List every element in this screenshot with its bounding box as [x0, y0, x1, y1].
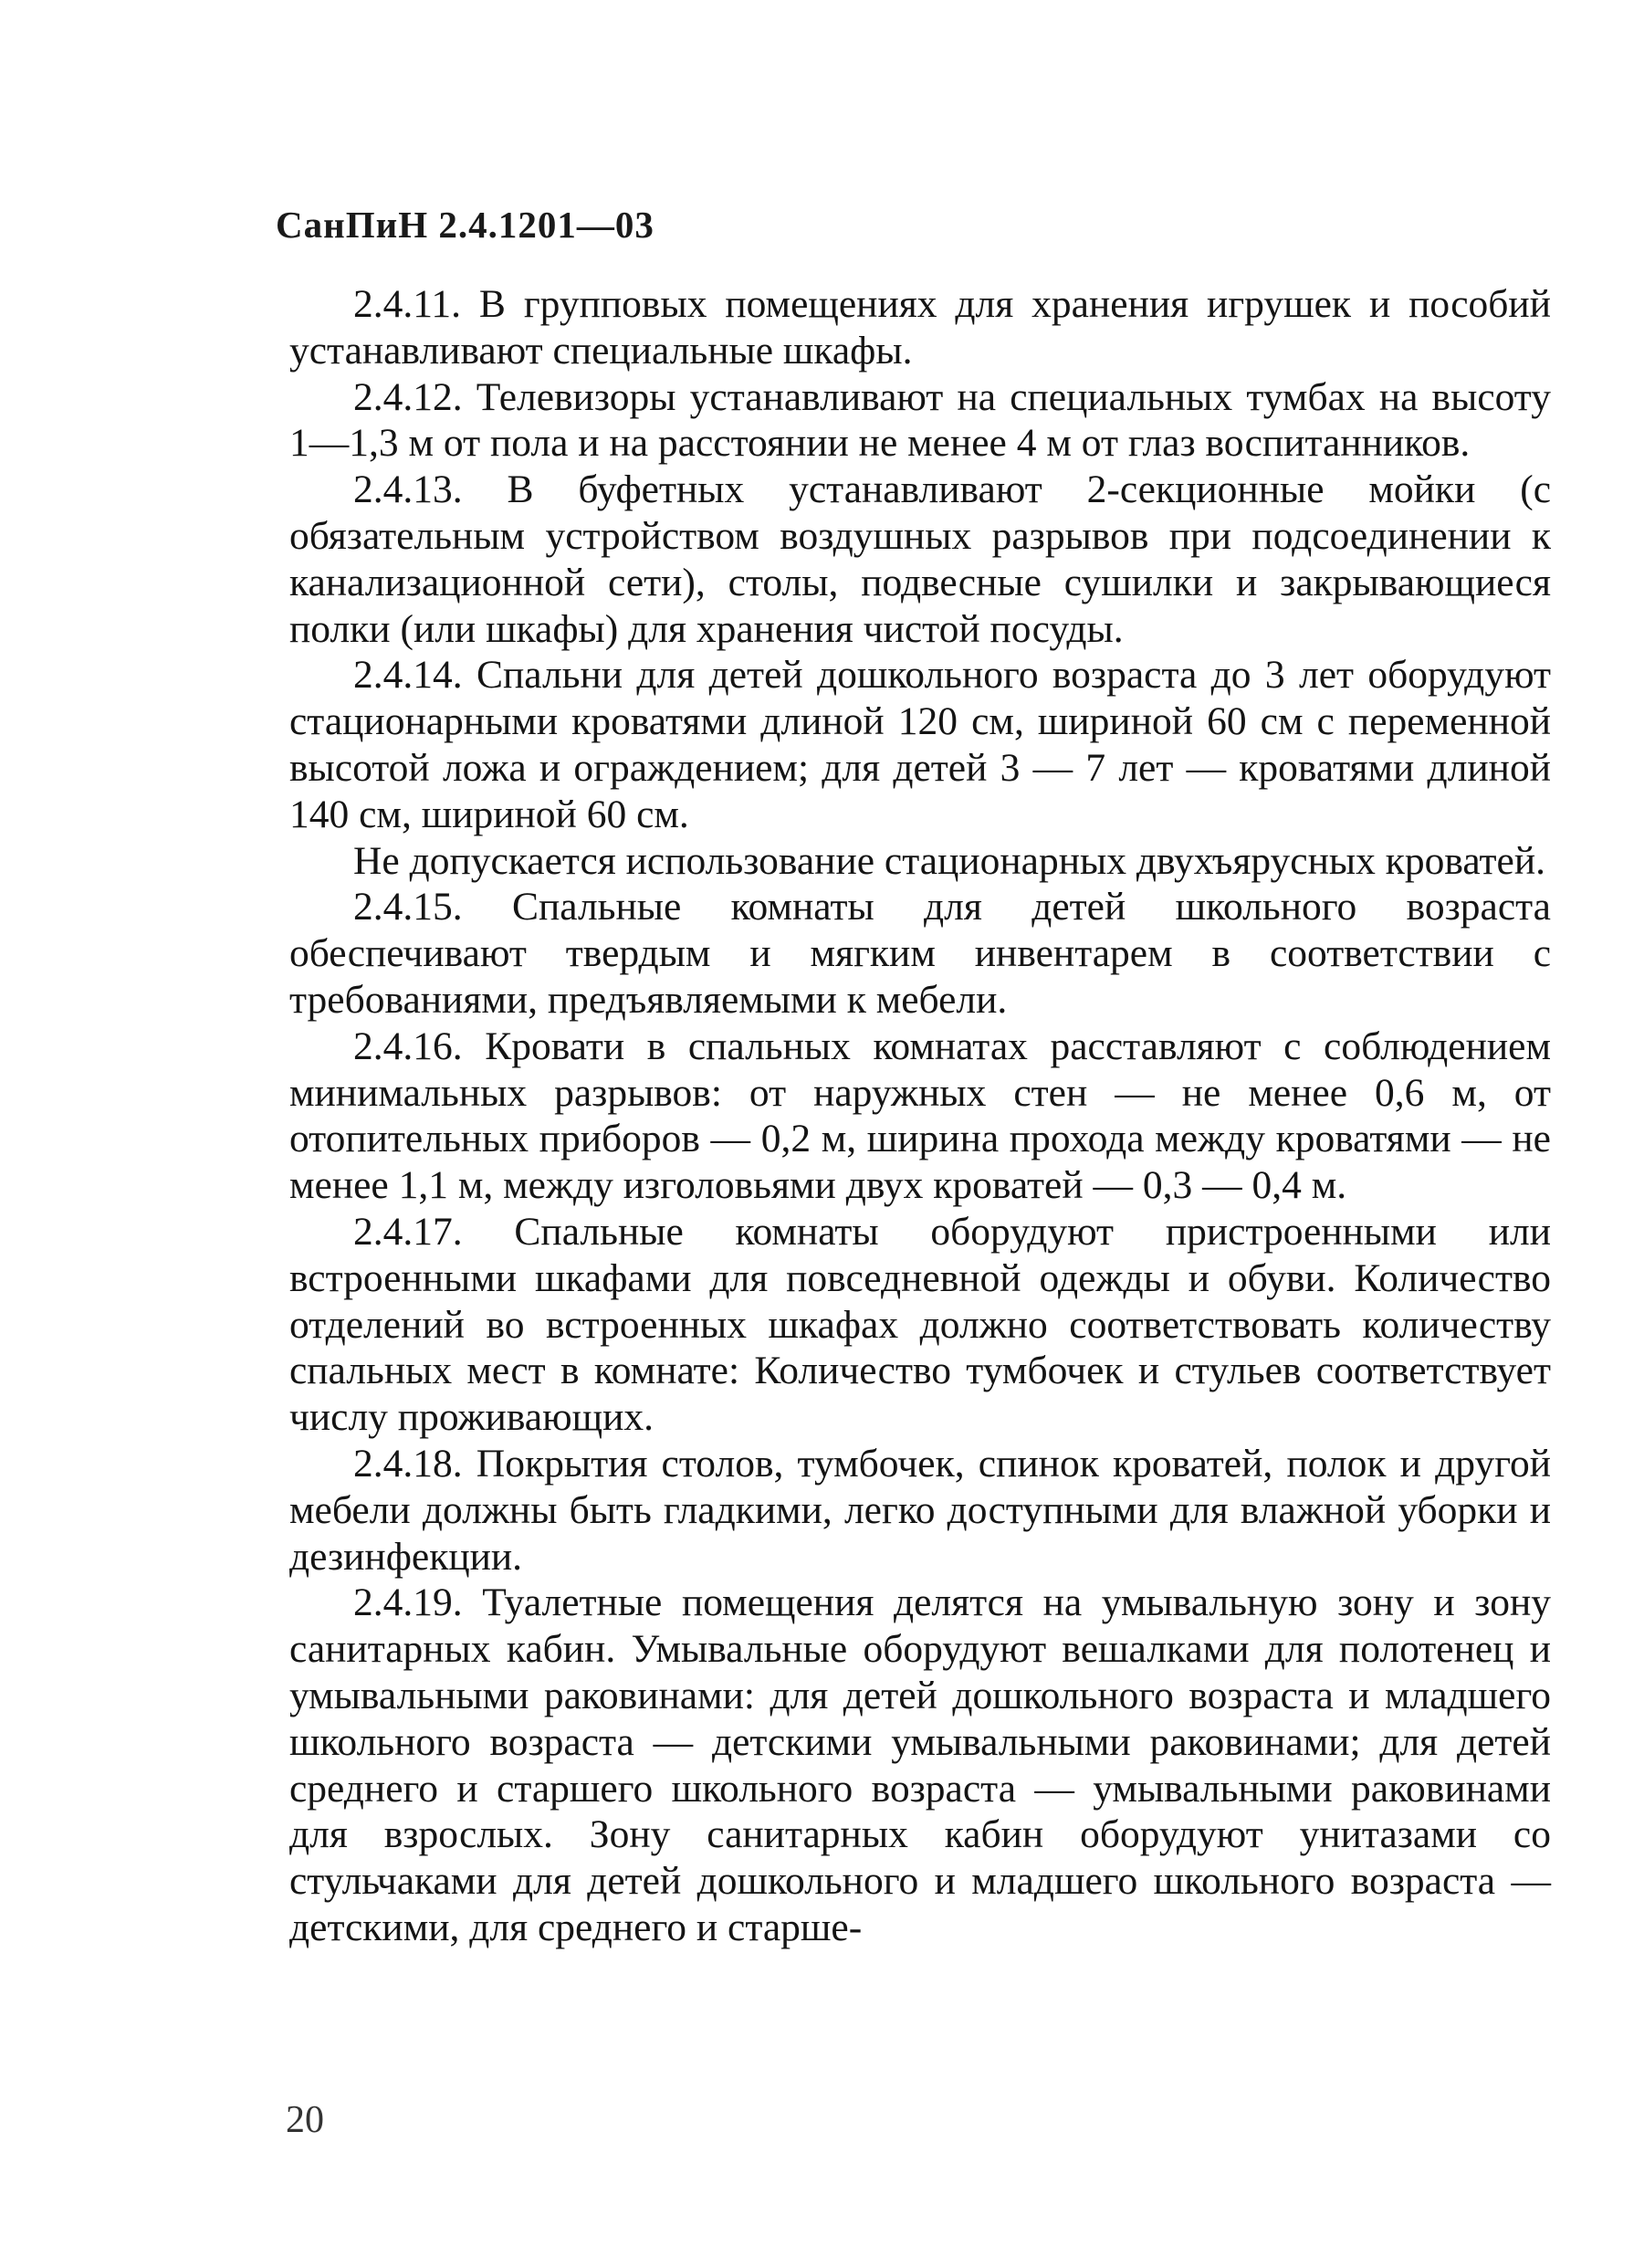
- page-number: 20: [286, 2099, 324, 2141]
- document-header: СанПиН 2.4.1201—03: [276, 204, 654, 246]
- paragraph-2-4-13: 2.4.13. В буфетных устанавливают 2-секционные мойки (с обязательным устройством воздушных разрывов при подсоединении к канализационной сети), столы, подвесные сушилки и закрывающиеся полки (или шкафы) для хранения чистой посуды.: [289, 467, 1551, 651]
- paragraph-2-4-15: 2.4.15. Спальные комнаты для детей школьного возраста обеспечивают твердым и мягким инвентарем в соответствии с требованиями, предъявляемыми к мебели.: [289, 885, 1551, 1022]
- paragraph-2-4-12: 2.4.12. Телевизоры устанавливают на специальных тумбах на высоту 1—1,3 м от пола и на расстоянии не менее 4 м от глаз воспитанников.: [289, 374, 1551, 466]
- paragraph-2-4-16: 2.4.16. Кровати в спальных комнатах расставляют с соблюдением минимальных разрывов: от наружных стен — не менее 0,6 м, от отопительных приборов — 0,2 м, ширина прохода между кроватями — не менее 1,1 м, между изголовьями двух кроватей — 0,3 — 0,4 м.: [289, 1024, 1551, 1208]
- document-body: [289, 281, 1551, 1951]
- paragraph-2-4-14: 2.4.14. Спальни для детей дошкольного возраста до 3 лет оборудуют стационарными кроватями длиной 120 см, шириной 60 см с переменной высотой ложа и ограждением; для детей 3 — 7 лет — кроватями длиной 140 см, шириной 60 см.: [289, 653, 1551, 836]
- paragraph-2-4-18: 2.4.18. Покрытия столов, тумбочек, спинок кроватей, полок и другой мебели должны быть гладкими, легко доступными для влажной уборки и дезинфекции.: [289, 1441, 1551, 1579]
- paragraph-2-4-17: 2.4.17. Спальные комнаты оборудуют пристроенными или встроенными шкафами для повседневной одежды и обуви. Количество отделений во встроенных шкафах должно соответствовать количеству спальных мест в комнате: Количество тумбочек и стульев соответствует числу проживающих.: [289, 1209, 1551, 1440]
- paragraph-2-4-19: 2.4.19. Туалетные помещения делятся на умывальную зону и зону санитарных кабин. Умывальные оборудуют вешалками для полотенец и умывальными раковинами: для детей дошкольного возраста и младшего школьного возраста — детскими умывальными раковинами; для детей среднего и старшего школьного возраста — умывальными раковинами для взрослых. Зону санитарных кабин оборудуют унитазами со стульчаками для детей дошкольного и младшего школьного возраста — детскими, для среднего и старше-: [289, 1580, 1551, 1949]
- paragraph-2-4-14-note: Не допускается использование стационарных двухъярусных кроватей.: [353, 838, 1545, 883]
- paragraph-2-4-11: 2.4.11. В групповых помещениях для хранения игрушек и пособий устанавливают специальные шкафы.: [289, 282, 1551, 373]
